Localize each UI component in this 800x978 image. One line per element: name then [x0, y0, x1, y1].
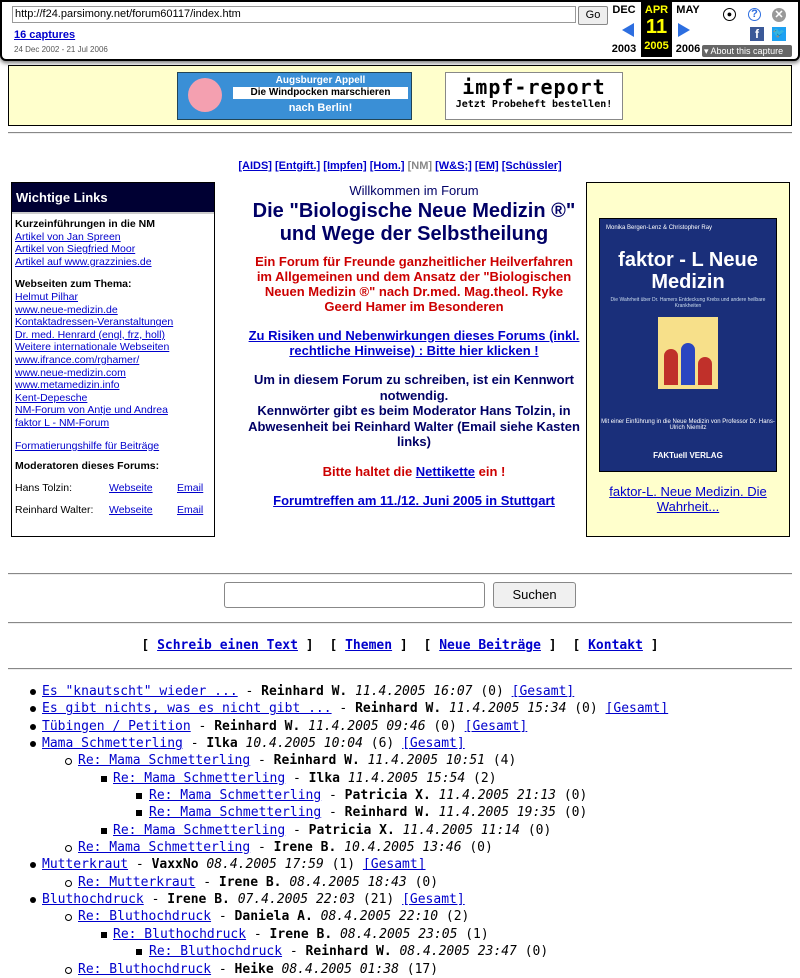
link-jan-spreen[interactable]: Artikel von Jan Spreen — [15, 230, 121, 243]
thread-reply-count: (0) — [480, 684, 504, 699]
thread-row: Tübingen / Petition - Reinhard W. 11.4.2005 09:46 (0) [Gesamt] — [0, 718, 800, 735]
thread-title-link[interactable]: Re: Mama Schmetterling — [78, 840, 251, 856]
link-henrard[interactable]: Dr. med. Henrard (engl, frz, holl) — [15, 328, 165, 341]
thread-date: 11.4.2005 16:07 — [355, 684, 473, 699]
netiquette-note — [248, 464, 580, 479]
thread-title-link[interactable]: Es gibt nichts, was es nicht gibt ... — [42, 701, 332, 717]
thread-row: Es "knautscht" wieder ... - Reinhard W. 11.4.2005 16:07 (0) [Gesamt] — [0, 683, 800, 700]
book-box — [586, 182, 790, 537]
thread-author: Reinhard W. — [355, 701, 442, 717]
thread-title-link[interactable]: Re: Bluthochdruck — [113, 926, 247, 942]
prev-capture-arrow-icon[interactable] — [622, 23, 634, 37]
thread-reply-count: (0) — [414, 874, 439, 890]
close-icon[interactable]: ✕ — [772, 8, 786, 22]
moderators-heading: Moderatoren dieses Forums: — [15, 460, 160, 473]
thread-author: Reinhard W. — [273, 753, 360, 769]
link-neue-medizin-com[interactable]: www.neue-medizin.com — [15, 366, 126, 379]
nav-nm: [NM] — [407, 160, 433, 172]
bullet-icon — [65, 967, 72, 974]
write-text-link[interactable]: Schreib einen Text — [157, 638, 298, 653]
bullet-icon — [30, 741, 36, 747]
bullet-icon — [65, 758, 72, 765]
thread-author: Reinhard W. — [214, 718, 301, 734]
thread-title-link[interactable]: Tübingen / Petition — [42, 718, 191, 734]
thread-reply-count: (2) — [473, 770, 497, 786]
thread-title-link[interactable]: Re: Mama Schmetterling — [149, 805, 322, 821]
thread-reply-count: (0) — [524, 944, 549, 960]
thread-title-link[interactable]: Es "knautscht" wieder ... — [42, 684, 238, 699]
bullet-icon — [30, 689, 36, 695]
thread-row: Re: Mama Schmetterling - Patricia X. 11.4.2005 21:13 (0) — [0, 787, 800, 804]
thread-author: Ilka — [206, 736, 238, 752]
nav-hom[interactable]: [Hom.] — [369, 160, 405, 172]
thread-title-link[interactable]: Re: Bluthochdruck — [78, 909, 212, 925]
ad1-line2: Die Windpocken marschieren — [233, 87, 408, 99]
thread-date: 08.4.2005 17:59 — [206, 857, 324, 873]
category-nav — [0, 160, 800, 172]
thread-author: Reinhard W. — [344, 805, 431, 821]
websites-heading: Webseiten zum Thema: — [15, 278, 132, 291]
thread-reply-count: (2) — [445, 909, 470, 925]
thread-row: Re: Bluthochdruck - Reinhard W. 08.4.2005 23:47 (0) — [0, 943, 800, 960]
next-capture-arrow-icon[interactable] — [678, 23, 690, 37]
thread-reply-count: (1) — [331, 857, 356, 873]
ad-banner — [8, 65, 792, 126]
thread-gesamt-link[interactable]: [Gesamt] — [605, 701, 669, 717]
search-button[interactable]: Suchen — [493, 582, 576, 608]
link-metamedizin[interactable]: www.metamedizin.info — [15, 379, 120, 392]
current-day: 11 — [645, 16, 668, 38]
ad-augsburger-appell[interactable] — [177, 72, 412, 120]
link-international[interactable]: Weitere internationale Webseiten — [15, 341, 170, 354]
thread-title-link[interactable]: Re: Mutterkraut — [78, 874, 196, 890]
divider — [8, 132, 792, 134]
mod2-email-link[interactable]: Email — [177, 504, 204, 517]
go-button[interactable]: Go — [578, 6, 608, 25]
book-subtitle: Die Wahrheit über Dr. Hamers Entdeckung Krebs und andere heilbare Krankheiten — [610, 297, 766, 309]
thread-author: Patricia X. — [344, 788, 431, 804]
forum-meeting-link[interactable]: Forumtreffen am 11./12. Juni 2005 in Stuttgart — [273, 492, 555, 508]
password-contact-info: Kennwörter gibt es beim Moderator Hans Tolzin, in Abwesenheit bei Reinhard Walter (Email siehe Kasten links) — [248, 403, 580, 449]
help-icon[interactable]: ? — [748, 8, 761, 21]
thread-row: Re: Bluthochdruck - Heike 08.4.2005 01:38 (17) — [0, 961, 800, 978]
thread-title-link[interactable]: Re: Mama Schmetterling — [149, 788, 322, 804]
ad1-line1: Augsburger Appell — [275, 75, 366, 86]
book-title: faktor - L Neue Medizin — [618, 249, 758, 293]
mod1-email-link[interactable]: Email — [177, 481, 204, 494]
thread-reply-count: (21) — [362, 892, 395, 908]
thread-reply-count: (6) — [370, 736, 395, 752]
thread-author: Irene B. — [273, 840, 337, 856]
thread-row: Re: Mama Schmetterling - Irene B. 10.4.2005 13:46 (0) — [0, 839, 800, 856]
thread-title-link[interactable]: Bluthochdruck — [42, 892, 144, 908]
book-authors: Monika Bergen-Lenz & Christopher Ray — [606, 225, 713, 231]
thread-gesamt-link[interactable]: [Gesamt] — [511, 684, 575, 699]
mod1-website-link[interactable]: Webseite — [109, 481, 153, 494]
ad1-line3: nach Berlin! — [288, 102, 353, 114]
thread-row: Re: Mama Schmetterling - Reinhard W. 11.4.2005 10:51 (4) — [0, 752, 800, 769]
bullet-icon — [65, 845, 72, 852]
link-faktor-l-forum[interactable]: faktor L - NM-Forum — [15, 416, 110, 429]
about-capture-button[interactable]: ▾ About this capture — [702, 45, 792, 57]
bullet-icon — [101, 776, 107, 782]
thread-author: Reinhard W. — [261, 684, 348, 699]
thread-gesamt-link[interactable]: [Gesamt] — [402, 892, 465, 908]
prev-year[interactable]: 2003 — [611, 43, 637, 55]
nav-impfen[interactable]: [Impfen] — [323, 160, 367, 172]
thread-title-link[interactable]: Re: Mama Schmetterling — [113, 822, 286, 838]
netiquette-pre: Bitte haltet die — [322, 463, 416, 479]
thread-row: Re: Mama Schmetterling - Ilka 11.4.2005 15:54 (2) — [0, 770, 800, 787]
link-format-help[interactable]: Formatierungshilfe für Beiträge — [15, 439, 160, 452]
search-input[interactable] — [224, 582, 485, 608]
thread-row: Re: Bluthochdruck - Daniela A. 08.4.2005 22:10 (2) — [0, 908, 800, 925]
link-helmut-pilhar[interactable]: Helmut Pilhar — [15, 290, 79, 303]
password-info: Um in diesem Forum zu schreiben, ist ein Kennwort notwendig. — [254, 372, 574, 403]
mod2-website-link[interactable]: Webseite — [109, 504, 153, 517]
topics-link[interactable]: Themen — [345, 638, 393, 653]
bullet-icon — [30, 724, 36, 730]
thread-reply-count: (0) — [433, 718, 457, 734]
thread-row: Re: Mama Schmetterling - Reinhard W. 11.4.2005 19:35 (0) — [0, 804, 800, 821]
contact-link[interactable]: Kontakt — [588, 638, 643, 653]
thread-date: 11.4.2005 15:34 — [449, 701, 567, 717]
bullet-icon — [30, 862, 36, 868]
thread-reply-count: (0) — [574, 701, 598, 717]
intro-heading: Kurzeinführungen in die NM — [15, 218, 155, 230]
thread-row: Mutterkraut - VaxxNo 08.4.2005 17:59 (1) [Gesamt] — [0, 856, 800, 873]
bullet-icon — [136, 793, 142, 799]
thread-date: 08.4.2005 22:10 — [320, 909, 439, 925]
thread-author: Reinhard W. — [305, 944, 392, 960]
thread-title-link[interactable]: Re: Mama Schmetterling — [113, 770, 286, 786]
nav-em[interactable]: [EM] — [474, 160, 499, 172]
thread-date: 10.4.2005 13:46 — [344, 840, 462, 856]
thread-author: VaxxNo — [151, 857, 199, 873]
captures-link[interactable]: 16 captures — [14, 29, 76, 41]
prev-month[interactable]: DEC — [612, 4, 636, 16]
thread-author: Daniela A. — [234, 909, 313, 925]
forum-subtitle: Ein Forum für Freunde ganzheitlicher Heilverfahren im Allgemeinen und dem Ansatz der "Biologischen Neuen Medizin ®" nach Dr.med. Mag.theol. Ryke Geerd Hamer im Besonderen — [255, 254, 573, 314]
thread-row: Bluthochdruck - Irene B. 07.4.2005 22:03 (21) [Gesamt] — [0, 891, 800, 908]
mod1-name: Hans Tolzin: — [15, 481, 73, 494]
bullet-icon — [101, 828, 107, 834]
thread-title-link[interactable]: Mutterkraut — [42, 857, 129, 873]
nav-entgift[interactable]: [Entgift.] — [275, 160, 321, 172]
link-ifrance[interactable]: www.ifrance.com/rghamer/ — [15, 353, 140, 366]
ad2-title: impf-report — [462, 75, 606, 99]
forum-menu: [ Schreib einen Text ] [ Themen ] [ Neue Beiträge ] [ Kontakt ] — [141, 638, 659, 653]
thread-date: 11.4.2005 21:13 — [438, 788, 556, 804]
thread-gesamt-link[interactable]: [Gesamt] — [464, 718, 528, 734]
thread-date: 08.4.2005 23:05 — [340, 926, 458, 942]
divider — [8, 668, 792, 670]
link-nm-forum-antje[interactable]: NM-Forum von Antje und Andrea — [15, 404, 168, 417]
bullet-icon — [65, 880, 72, 887]
thread-date: 11.4.2005 09:46 — [308, 718, 426, 734]
link-kent-depesche[interactable]: Kent-Depesche — [15, 391, 88, 404]
link-grazzinies[interactable]: Artikel auf www.grazzinies.de — [15, 255, 152, 268]
bullet-icon — [30, 706, 36, 712]
thread-reply-count: (1) — [465, 926, 489, 942]
thread-reply-count: (0) — [469, 840, 493, 856]
thread-author: Irene B. — [167, 892, 230, 908]
thread-row: Re: Mama Schmetterling - Patricia X. 11.4.2005 11:14 (0) — [0, 822, 800, 839]
link-siegfried-moor[interactable]: Artikel von Siegfried Moor — [15, 243, 136, 256]
wayback-toolbar — [0, 0, 800, 61]
risks-link[interactable]: Zu Risiken und Nebenwirkungen dieses Forums (inkl. rechtliche Hinweise) : Bitte hier klicken ! — [248, 328, 580, 358]
new-posts-link[interactable]: Neue Beiträge — [439, 638, 541, 653]
twitter-icon[interactable]: 🐦 — [772, 28, 786, 39]
book-foot: Mit einer Einführung in die Neue Medizin von Professor Dr. Hans-Ulrich Niemitz — [601, 419, 775, 431]
bullet-icon — [65, 914, 72, 921]
important-links-box — [11, 182, 215, 537]
book-caption-link[interactable]: faktor-L. Neue Medizin. Die Wahrheit... — [609, 484, 767, 514]
bullet-icon — [30, 897, 36, 903]
thread-title-link[interactable]: Mama Schmetterling — [42, 736, 183, 752]
nav-aids[interactable]: [AIDS] — [238, 160, 272, 172]
forum-title: Die "Biologische Neue Medizin ®" und Wege der Selbstheilung — [252, 200, 576, 245]
family-figures-icon — [658, 317, 718, 389]
bullet-icon — [136, 949, 142, 955]
thread-reply-count: (0) — [563, 788, 588, 804]
next-year[interactable]: 2006 — [675, 43, 701, 55]
netiquette-post: ein ! — [475, 463, 506, 479]
divider — [8, 573, 792, 575]
link-neue-medizin-de[interactable]: www.neue-medizin.de — [15, 303, 118, 316]
pig-icon — [188, 78, 222, 112]
current-year: 2005 — [644, 40, 669, 52]
thread-title-link[interactable]: Re: Mama Schmetterling — [78, 753, 251, 769]
capture-range: 24 Dec 2002 - 21 Jul 2006 — [14, 45, 108, 54]
book-publisher: FAKTuell VERLAG — [653, 451, 723, 460]
links-box-title: Wichtige Links — [12, 183, 214, 214]
forum-intro — [248, 182, 580, 508]
thread-row: Re: Mutterkraut - Irene B. 08.4.2005 18:43 (0) — [0, 874, 800, 891]
book-cover-image[interactable] — [599, 218, 777, 472]
nav-ws[interactable]: [W&S;] — [435, 160, 472, 172]
thread-author: Ilka — [308, 770, 340, 786]
ad-impf-report[interactable] — [445, 72, 623, 120]
thread-list — [0, 683, 800, 978]
ad2-subtitle: Jetzt Probeheft bestellen! — [455, 99, 613, 110]
thread-row: Mama Schmetterling - Ilka 10.4.2005 10:04 (6) [Gesamt] — [0, 735, 800, 752]
thread-author: Patricia X. — [308, 822, 395, 838]
thread-reply-count: (0) — [563, 805, 588, 821]
thread-reply-count: (4) — [492, 753, 517, 769]
thread-title-link[interactable]: Re: Bluthochdruck — [149, 944, 283, 960]
thread-date: 08.4.2005 23:47 — [399, 944, 517, 960]
current-month: APR — [644, 4, 669, 16]
thread-reply-count: (0) — [527, 822, 552, 838]
thread-title-link[interactable]: Re: Bluthochdruck — [78, 961, 212, 977]
thread-author: Heike — [234, 961, 274, 977]
netiquette-link[interactable]: Nettikette — [415, 463, 476, 479]
nav-schuessler[interactable]: [Schüssler] — [501, 160, 562, 172]
user-icon[interactable]: ● — [723, 8, 736, 21]
thread-date: 07.4.2005 22:03 — [237, 892, 356, 908]
thread-author: Irene B. — [269, 926, 333, 942]
link-kontaktadressen[interactable]: Kontaktadressen-Veranstaltungen — [15, 316, 174, 329]
facebook-icon[interactable]: f — [750, 27, 764, 41]
thread-date: 08.4.2005 01:38 — [281, 961, 399, 977]
about-capture-label: About this capture — [710, 46, 784, 56]
thread-gesamt-link[interactable]: [Gesamt] — [402, 736, 465, 752]
mod2-name: Reinhard Walter: — [15, 504, 94, 517]
welcome-text: Willkommen im Forum — [349, 183, 479, 198]
next-month[interactable]: MAY — [676, 4, 700, 16]
thread-date: 11.4.2005 10:51 — [367, 753, 485, 769]
thread-reply-count: (17) — [406, 961, 439, 977]
url-input[interactable]: http://f24.parsimony.net/forum60117/index.htm — [12, 6, 576, 23]
bullet-icon — [136, 810, 142, 816]
bullet-icon — [101, 932, 107, 938]
thread-date: 08.4.2005 18:43 — [289, 874, 407, 890]
thread-row: Re: Bluthochdruck - Irene B. 08.4.2005 23:05 (1) — [0, 926, 800, 943]
thread-author: Irene B. — [218, 874, 282, 890]
thread-date: 10.4.2005 10:04 — [245, 736, 363, 752]
thread-row: Es gibt nichts, was es nicht gibt ... - Reinhard W. 11.4.2005 15:34 (0) [Gesamt] — [0, 700, 800, 717]
thread-date: 11.4.2005 11:14 — [402, 822, 520, 838]
thread-gesamt-link[interactable]: [Gesamt] — [362, 857, 426, 873]
thread-date: 11.4.2005 19:35 — [438, 805, 556, 821]
thread-date: 11.4.2005 15:54 — [347, 770, 466, 786]
divider — [8, 622, 792, 624]
